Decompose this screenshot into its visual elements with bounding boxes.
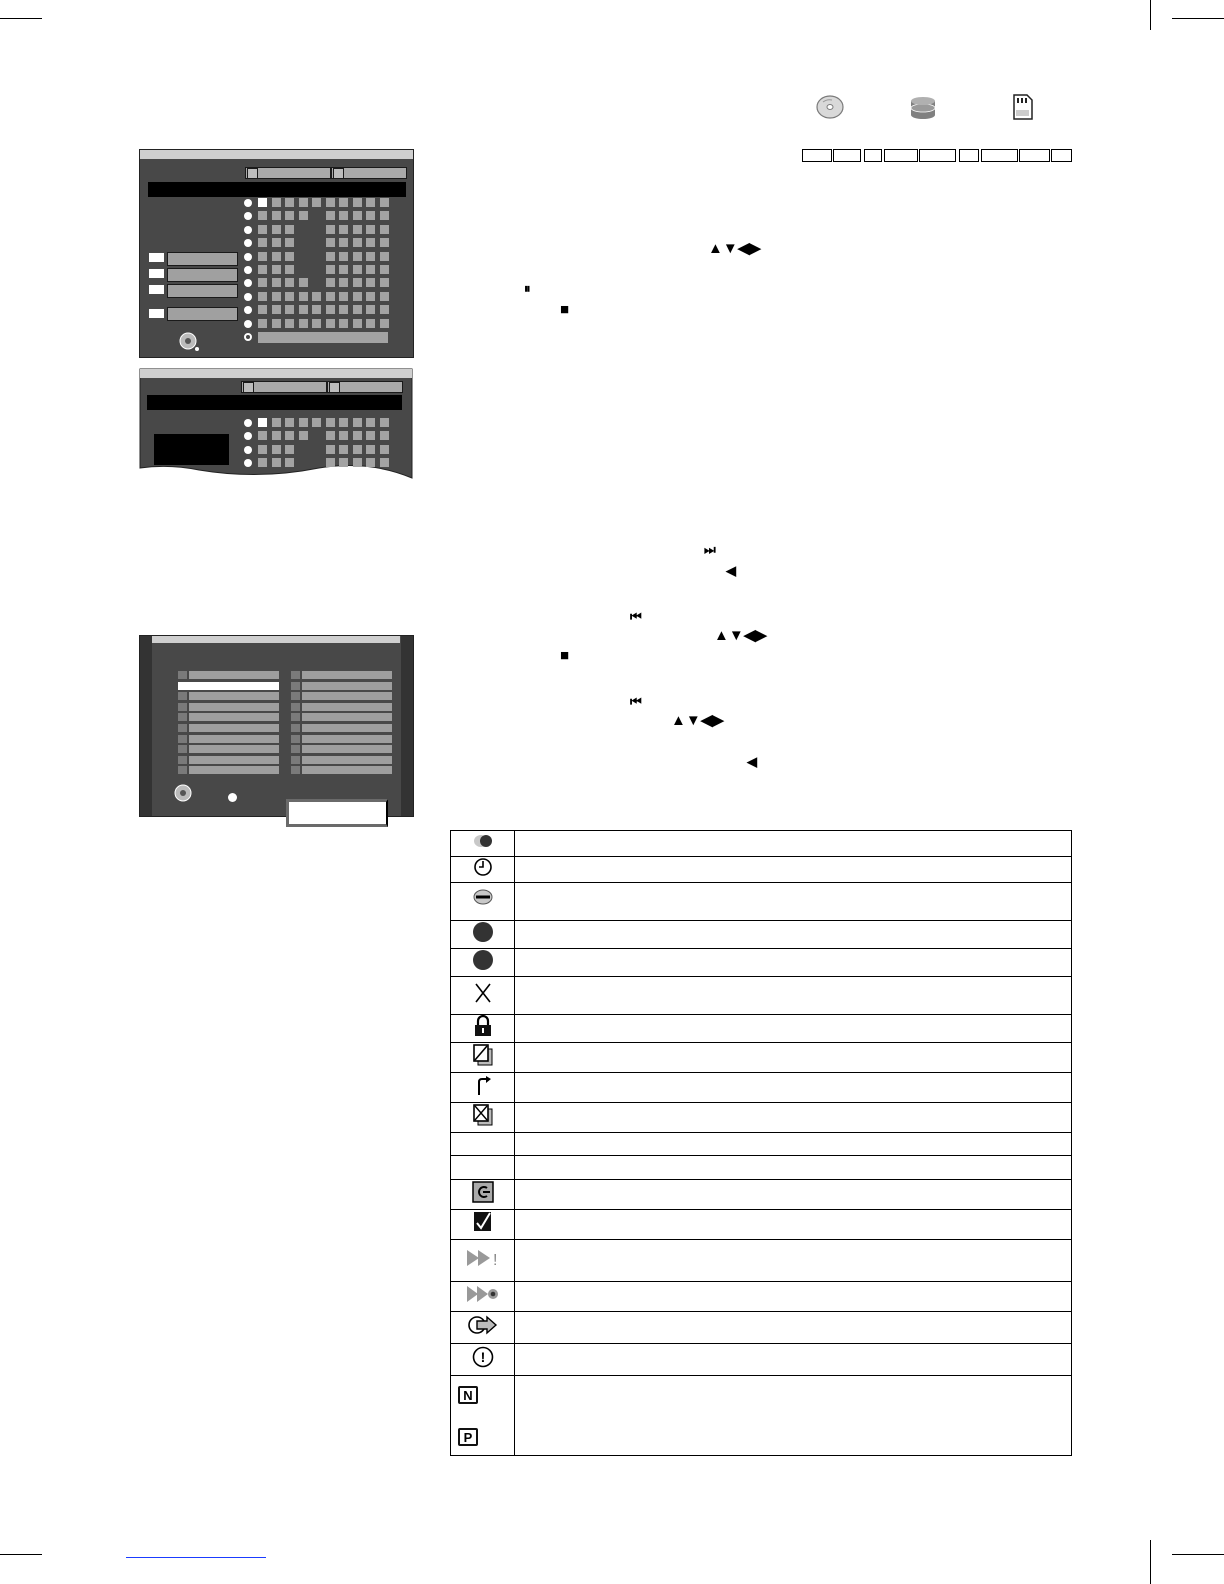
- cross-icon: [473, 982, 493, 1004]
- format-box: [919, 149, 956, 162]
- legend-row: [451, 1043, 1072, 1073]
- char-key[interactable]: [258, 238, 267, 247]
- format-box: [981, 149, 1018, 162]
- crop-mark: [0, 1554, 42, 1555]
- one-time-copy-icon: [473, 1074, 493, 1096]
- list-screen: [139, 635, 414, 817]
- char-key[interactable]: [272, 252, 281, 261]
- row-indicator: [244, 212, 252, 220]
- cursor-keys-icon: ▲▼◀▶: [671, 712, 724, 729]
- char-key[interactable]: [326, 265, 335, 274]
- legend-row: [451, 883, 1072, 921]
- char-key[interactable]: [272, 211, 281, 220]
- char-key[interactable]: [353, 458, 362, 467]
- list-item-number: [178, 724, 187, 732]
- char-key[interactable]: [380, 445, 389, 454]
- stop-icon: ■: [560, 647, 570, 664]
- list-item-number: [291, 692, 300, 700]
- char-key[interactable]: [258, 445, 267, 454]
- list-item[interactable]: [302, 682, 392, 690]
- char-key[interactable]: [366, 418, 375, 427]
- char-key[interactable]: [326, 431, 335, 440]
- char-key[interactable]: [380, 418, 389, 427]
- legend-row: [451, 1103, 1072, 1133]
- pal-icon: [457, 1427, 479, 1447]
- space-key[interactable]: [258, 332, 388, 343]
- char-key[interactable]: [353, 211, 362, 220]
- ntsc-icon: [457, 1385, 479, 1405]
- sd-card-icon: [1012, 94, 1034, 120]
- legend-row: [451, 949, 1072, 977]
- list-item[interactable]: [302, 713, 392, 721]
- char-key[interactable]: [258, 292, 267, 301]
- row-indicator: [244, 306, 252, 314]
- char-key[interactable]: [258, 431, 267, 440]
- char-key[interactable]: [272, 445, 281, 454]
- char-key[interactable]: [326, 445, 335, 454]
- left-arrow-icon: ◀: [726, 563, 736, 578]
- black-circle-icon: [472, 949, 494, 971]
- list-item-number: [178, 745, 187, 753]
- list-item-number: [178, 735, 187, 743]
- legend-row: [451, 1240, 1072, 1282]
- char-key[interactable]: [272, 225, 281, 234]
- char-key[interactable]: [285, 238, 294, 247]
- char-key[interactable]: [353, 305, 362, 314]
- stop-icon: ■: [560, 301, 570, 318]
- char-key[interactable]: [366, 319, 375, 328]
- row-indicator: [244, 199, 252, 207]
- char-key[interactable]: [285, 225, 294, 234]
- char-key[interactable]: [326, 458, 335, 467]
- char-key[interactable]: [272, 198, 281, 207]
- legend-row: [451, 857, 1072, 883]
- high-speed-warning-icon: [466, 1248, 500, 1268]
- list-screen-button[interactable]: [286, 799, 388, 827]
- char-key[interactable]: [258, 225, 267, 234]
- char-key[interactable]: [339, 198, 348, 207]
- legend-row: [451, 1015, 1072, 1043]
- list-item-number: [291, 745, 300, 753]
- format-box: [959, 149, 979, 162]
- skip-back-icon: [149, 285, 164, 294]
- legend-row: [451, 831, 1072, 857]
- control-label: [167, 252, 238, 266]
- icon-legend-table: [450, 830, 1072, 1456]
- screen-title-bar: [140, 150, 413, 159]
- char-key[interactable]: [380, 252, 389, 261]
- pause-icon: [149, 253, 164, 262]
- char-key[interactable]: [366, 225, 375, 234]
- char-key[interactable]: [339, 292, 348, 301]
- char-key[interactable]: [326, 418, 335, 427]
- char-key[interactable]: [353, 418, 362, 427]
- legend-row: [451, 1156, 1072, 1180]
- pause-icon: ⏸: [524, 281, 531, 296]
- row-indicator: [244, 446, 252, 454]
- list-item-number: [178, 756, 187, 764]
- format-box: [1051, 149, 1072, 162]
- left-arrow-icon: ◀: [747, 754, 757, 769]
- lock-icon: [473, 1015, 493, 1037]
- char-key[interactable]: [353, 431, 362, 440]
- char-key[interactable]: [366, 238, 375, 247]
- char-key[interactable]: [326, 238, 335, 247]
- char-key[interactable]: [339, 445, 348, 454]
- legend-row: [451, 1312, 1072, 1344]
- playback-return-icon: [472, 1181, 494, 1203]
- char-key[interactable]: [353, 292, 362, 301]
- row-indicator: [244, 253, 252, 261]
- dubbing-icon: [467, 1314, 499, 1336]
- legend-row: [451, 1282, 1072, 1312]
- cursor-keys-icon: ▲▼◀▶: [714, 627, 767, 644]
- char-key[interactable]: [258, 418, 267, 427]
- char-key[interactable]: [380, 319, 389, 328]
- list-item[interactable]: [189, 692, 279, 700]
- crop-mark: [1150, 1540, 1151, 1584]
- legend-row: [451, 1073, 1072, 1103]
- ntsc-letter: N: [463, 1388, 473, 1403]
- high-speed-recording-icon: [466, 1284, 500, 1304]
- side-strip: [401, 636, 413, 816]
- list-right[interactable]: [291, 671, 392, 781]
- control-label: [167, 268, 238, 282]
- char-key[interactable]: [380, 265, 389, 274]
- name-field: [147, 395, 402, 410]
- char-key[interactable]: [339, 278, 348, 287]
- tab-marker: [333, 168, 344, 179]
- char-key[interactable]: [285, 211, 294, 220]
- legend-row: [451, 1180, 1072, 1210]
- list-item[interactable]: [189, 671, 279, 679]
- char-key[interactable]: [285, 458, 294, 467]
- char-key[interactable]: [366, 292, 375, 301]
- copy-protected-icon: [472, 1043, 494, 1067]
- char-key[interactable]: [339, 265, 348, 274]
- recording-icon: [472, 833, 494, 849]
- list-item-number: [178, 692, 187, 700]
- char-key[interactable]: [299, 305, 308, 314]
- char-key[interactable]: [339, 252, 348, 261]
- row-indicator: [244, 279, 252, 287]
- char-key[interactable]: [339, 238, 348, 247]
- list-item[interactable]: [189, 756, 279, 764]
- char-key[interactable]: [366, 278, 375, 287]
- char-key[interactable]: [353, 225, 362, 234]
- list-item[interactable]: [189, 703, 279, 711]
- char-key[interactable]: [380, 225, 389, 234]
- list-item[interactable]: [302, 735, 392, 743]
- char-key[interactable]: [272, 238, 281, 247]
- char-key[interactable]: [272, 265, 281, 274]
- char-key[interactable]: [272, 319, 281, 328]
- char-key[interactable]: [326, 211, 335, 220]
- list-item-number: [178, 703, 187, 711]
- char-key[interactable]: [353, 445, 362, 454]
- char-key[interactable]: [285, 418, 294, 427]
- tab-marker: [243, 382, 254, 393]
- crop-mark: [1150, 0, 1151, 30]
- char-key[interactable]: [326, 305, 335, 314]
- char-key[interactable]: [312, 319, 321, 328]
- list-item-number: [178, 671, 187, 679]
- char-key[interactable]: [299, 319, 308, 328]
- char-key[interactable]: [366, 305, 375, 314]
- list-item[interactable]: [302, 756, 392, 764]
- char-key[interactable]: [258, 252, 267, 261]
- preview-box: [154, 434, 229, 465]
- pal-letter: P: [463, 1430, 473, 1445]
- char-key[interactable]: [366, 445, 375, 454]
- format-box: [864, 149, 882, 162]
- char-key[interactable]: [380, 198, 389, 207]
- legend-row: [451, 977, 1072, 1015]
- char-grid[interactable]: [244, 198, 404, 348]
- char-key[interactable]: [353, 238, 362, 247]
- char-key[interactable]: [339, 305, 348, 314]
- row-indicator: [244, 293, 252, 301]
- char-key[interactable]: [258, 265, 267, 274]
- skip-forward-icon: ⏭: [704, 542, 716, 557]
- char-key[interactable]: [285, 265, 294, 274]
- char-key[interactable]: [339, 225, 348, 234]
- char-key[interactable]: [339, 431, 348, 440]
- checked-icon: [473, 1211, 493, 1233]
- format-box: [1019, 149, 1050, 162]
- list-item[interactable]: [302, 766, 392, 774]
- list-item[interactable]: [302, 745, 392, 753]
- legend-row: [451, 921, 1072, 949]
- indicator-dot: [228, 793, 237, 802]
- char-grid[interactable]: [244, 418, 404, 470]
- list-item-number: [291, 766, 300, 774]
- list-item-number: [291, 703, 300, 711]
- char-key[interactable]: [380, 458, 389, 467]
- character-entry-screen: [139, 149, 414, 358]
- char-key[interactable]: [326, 292, 335, 301]
- char-key[interactable]: [285, 292, 294, 301]
- char-key[interactable]: [366, 252, 375, 261]
- list-item[interactable]: [302, 724, 392, 732]
- char-key[interactable]: [285, 445, 294, 454]
- char-key[interactable]: [312, 305, 321, 314]
- char-key[interactable]: [272, 458, 281, 467]
- char-key[interactable]: [380, 292, 389, 301]
- black-circle-icon: [472, 921, 494, 943]
- list-item-number: [291, 671, 300, 679]
- tab-marker: [329, 382, 340, 393]
- char-key[interactable]: [353, 265, 362, 274]
- char-key[interactable]: [272, 292, 281, 301]
- legend-row: [451, 1133, 1072, 1156]
- char-key[interactable]: [285, 278, 294, 287]
- char-key[interactable]: [272, 305, 281, 314]
- skip-forward-icon: [149, 269, 164, 278]
- legend-row: [451, 1210, 1072, 1240]
- skip-back-icon: ⏮: [630, 609, 642, 624]
- list-item-number: [291, 682, 300, 690]
- char-key[interactable]: [339, 458, 348, 467]
- char-key[interactable]: [326, 198, 335, 207]
- char-key[interactable]: [272, 418, 281, 427]
- name-field: [148, 182, 406, 197]
- list-item-number: [291, 756, 300, 764]
- char-key[interactable]: [380, 305, 389, 314]
- crop-mark: [0, 18, 42, 19]
- char-key[interactable]: [353, 198, 362, 207]
- cursor-keys-icon: ▲▼◀▶: [708, 240, 761, 257]
- char-key[interactable]: [258, 198, 267, 207]
- char-key[interactable]: [299, 418, 308, 427]
- char-key[interactable]: [285, 431, 294, 440]
- row-indicator: [244, 320, 252, 328]
- list-item-number: [178, 713, 187, 721]
- list-item[interactable]: [302, 703, 392, 711]
- char-key[interactable]: [299, 292, 308, 301]
- char-key[interactable]: [272, 278, 281, 287]
- row-indicator: [244, 226, 252, 234]
- char-key[interactable]: [312, 198, 321, 207]
- no-entry-icon: [472, 888, 494, 906]
- crop-mark: [1172, 18, 1224, 19]
- char-key[interactable]: [339, 211, 348, 220]
- hdd-icon: [909, 95, 937, 121]
- char-key[interactable]: [326, 225, 335, 234]
- row-indicator: [244, 459, 252, 467]
- char-key[interactable]: [258, 319, 267, 328]
- footer-link-line: [126, 1557, 266, 1558]
- list-item[interactable]: [189, 745, 279, 753]
- skip-back-icon: ⏮: [630, 694, 642, 709]
- list-item[interactable]: [189, 735, 279, 743]
- char-key[interactable]: [299, 278, 308, 287]
- char-key[interactable]: [366, 198, 375, 207]
- row-indicator: [244, 239, 252, 247]
- crop-mark: [1172, 1554, 1224, 1555]
- char-key[interactable]: [285, 319, 294, 328]
- char-key[interactable]: [326, 319, 335, 328]
- char-key[interactable]: [339, 418, 348, 427]
- char-key[interactable]: [258, 305, 267, 314]
- warning-icon: [472, 1346, 494, 1368]
- char-key[interactable]: [353, 278, 362, 287]
- list-item-number: [291, 713, 300, 721]
- list-item[interactable]: [178, 682, 279, 690]
- format-box: [833, 149, 861, 162]
- row-indicator: [244, 419, 252, 427]
- row-indicator: [244, 432, 252, 440]
- tab-marker: [247, 168, 258, 179]
- char-key[interactable]: [285, 305, 294, 314]
- char-key[interactable]: [258, 458, 267, 467]
- char-key[interactable]: [299, 431, 308, 440]
- char-key[interactable]: [380, 278, 389, 287]
- list-left[interactable]: [178, 671, 279, 781]
- legend-row: [451, 1376, 1072, 1456]
- side-strip: [140, 636, 152, 816]
- warning-mark: !: [480, 1349, 485, 1365]
- char-key[interactable]: [339, 319, 348, 328]
- format-box: [884, 149, 918, 162]
- row-indicator: [244, 333, 252, 341]
- dvd-ram-disc-icon: [815, 94, 845, 120]
- char-key[interactable]: [353, 319, 362, 328]
- char-key[interactable]: [326, 252, 335, 261]
- legend-row: [451, 1344, 1072, 1376]
- char-key[interactable]: [353, 252, 362, 261]
- char-key[interactable]: [312, 292, 321, 301]
- char-key[interactable]: [299, 211, 308, 220]
- control-label: [167, 307, 238, 321]
- char-key[interactable]: [380, 238, 389, 247]
- remote-direction-icon: [177, 330, 201, 352]
- format-box: [802, 149, 832, 162]
- char-key[interactable]: [366, 211, 375, 220]
- list-item[interactable]: [302, 671, 392, 679]
- list-item[interactable]: [189, 766, 279, 774]
- list-item[interactable]: [302, 692, 392, 700]
- char-key[interactable]: [326, 278, 335, 287]
- char-key[interactable]: [299, 198, 308, 207]
- char-key[interactable]: [285, 252, 294, 261]
- list-item-number: [178, 766, 187, 774]
- list-item[interactable]: [189, 713, 279, 721]
- char-key[interactable]: [366, 458, 375, 467]
- char-key[interactable]: [285, 198, 294, 207]
- char-key[interactable]: [380, 431, 389, 440]
- high-speed-warning-mark: !: [492, 1252, 497, 1268]
- list-item-number: [291, 724, 300, 732]
- char-key[interactable]: [366, 431, 375, 440]
- list-item-number: [291, 735, 300, 743]
- list-item[interactable]: [189, 724, 279, 732]
- timer-icon: [473, 857, 493, 877]
- char-key[interactable]: [272, 431, 281, 440]
- stop-icon: [149, 309, 164, 318]
- char-key[interactable]: [380, 211, 389, 220]
- char-key[interactable]: [258, 211, 267, 220]
- remote-direction-icon: [172, 782, 196, 804]
- copy-prohibited-icon: [472, 1103, 494, 1127]
- screen-title-bar: [152, 636, 400, 643]
- row-indicator: [244, 266, 252, 274]
- char-key[interactable]: [366, 265, 375, 274]
- char-key[interactable]: [312, 418, 321, 427]
- control-label: [167, 284, 238, 298]
- char-key[interactable]: [258, 278, 267, 287]
